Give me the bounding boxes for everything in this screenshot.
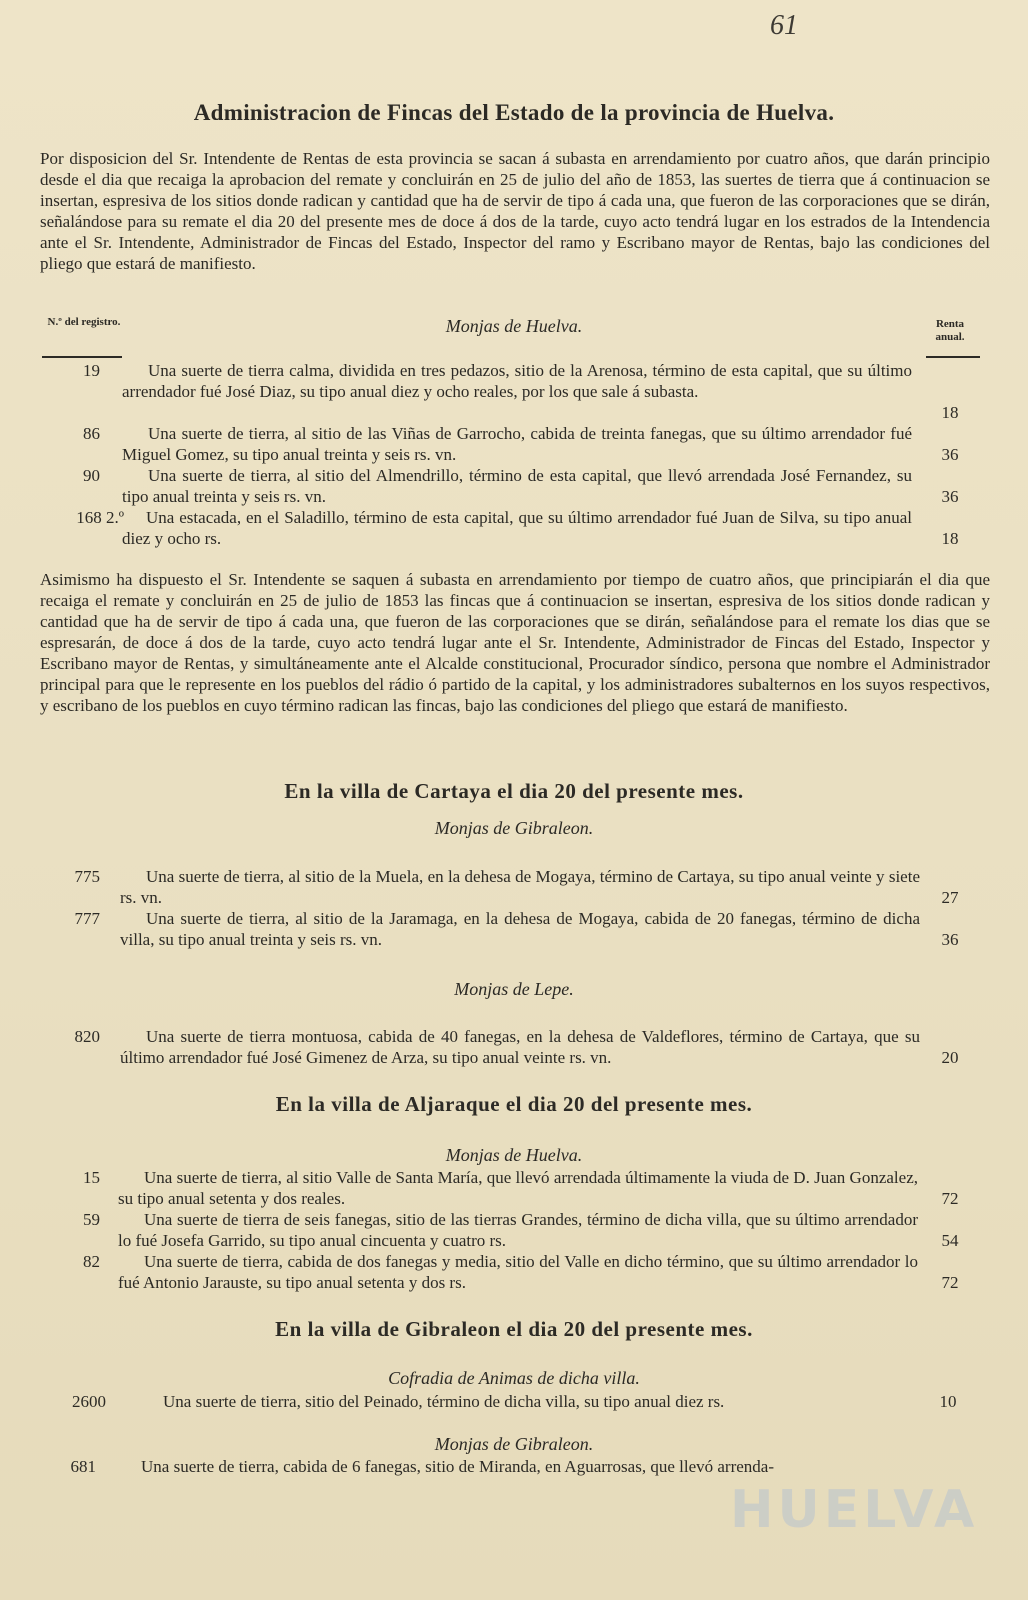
entry-text: Una suerte de tierra, sitio del Peinado, término de dicha villa, su tipo anual diez rs. <box>163 1392 725 1411</box>
entry-rent: 54 <box>941 1231 959 1250</box>
entry-number: 86 <box>83 424 100 443</box>
entry-text: Una suerte de tierra calma, dividida en tres pedazos, sitio de la Arenosa, término de esta capital, que su último arrendador fué José Diaz, su tipo anual diez y ocho reales, por los que sale á subasta. <box>122 361 912 401</box>
entry-number: 90 <box>83 466 100 485</box>
entry-rent: 72 <box>941 1273 959 1292</box>
subheading-cofradia-animas: Cofradia de Animas de dicha villa. <box>388 1368 640 1388</box>
entry-text: Una suerte de tierra de seis fanegas, sitio de las tierras Grandes, término de dicha villa, que su último arrendador lo fué Josefa Garrido, su tipo anual cincuenta y cuatro rs. <box>118 1210 918 1250</box>
entry-text: Una suerte de tierra montuosa, cabida de 40 fanegas, en la dehesa de Valdeflores, término de Cartaya, que su último arrendador fué José Gimenez de Arza, su tipo anual veinte rs. vn. <box>120 1027 920 1067</box>
entry-rent: 10 <box>939 1392 957 1411</box>
entry-rent: 36 <box>941 930 959 949</box>
page-title: Administracion de Fincas del Estado de la provincia de Huelva. <box>193 100 835 125</box>
entry-number: 59 <box>83 1210 100 1229</box>
section-title-cartaya: En la villa de Cartaya el dia 20 del presente mes. <box>284 779 744 803</box>
group-heading-monjas-huelva: Monjas de Huelva. <box>445 316 583 336</box>
entry-number: 19 <box>83 361 100 380</box>
subheading-monjas-gibraleon-2: Monjas de Gibraleon. <box>434 1434 594 1454</box>
entry-rent: 36 <box>941 445 959 464</box>
entry-rent: 20 <box>941 1048 959 1067</box>
entry-number: 681 <box>70 1457 96 1476</box>
entry-text: Una suerte de tierra, cabida de dos fanegas y media, sitio del Valle en dicho término, que su último arrendador lo fué Antonio Jarauste, su tipo anual setenta y dos rs. <box>118 1252 918 1292</box>
entry-number: 168 2.º <box>76 508 124 527</box>
subheading-monjas-huelva: Monjas de Huelva. <box>445 1145 583 1165</box>
subheading-monjas-gibraleon: Monjas de Gibraleon. <box>434 818 594 838</box>
second-paragraph: Asimismo ha dispuesto el Sr. Intendente se saquen á subasta en arrendamiento por tiempo de cuatro años, que principiarán el dia que recaiga el remate y concluirán en 25 de julio de 1853 las fincas que á continuacion se insertan, espresiva de los sitios donde radican y cantidad que ha de servir de tipo á cada una, que fueron de las corporaciones que se dirán, señalándose para el remate los dias que se espresarán, de doce á dos de la tarde, cuyo acto tendrá lugar ante el Sr. Intendente, Administrador de Fincas del Estado, Inspector y Escribano mayor de Rentas, y simultáneamente ante el Alcalde constitucional, Procurador síndico, persona que nombre el Administrador principal para que le represente en los pueblos del rádio ó partido de la capital, y los administradores subalternos en los suyos respectivos, y escribano de los pueblos en cuyo término radican las fincas, bajo las condiciones del pliego que estará de manifiesto. <box>40 570 990 715</box>
entry-rent: 18 <box>941 529 959 548</box>
subheading-monjas-lepe: Monjas de Lepe. <box>454 979 574 999</box>
column-rule-left <box>42 356 122 358</box>
entry-rent: 18 <box>941 403 959 422</box>
archive-watermark: HUELVA <box>730 1480 979 1540</box>
entry-number: 15 <box>83 1168 100 1187</box>
entry-text: Una estacada, en el Saladillo, término de esta capital, que su último arrendador fué Juan de Silva, su tipo anual diez y ocho rs. <box>122 508 912 548</box>
entry-rent: 36 <box>941 487 959 506</box>
entry-number: 820 <box>74 1027 100 1046</box>
section-title-aljaraque: En la villa de Aljaraque el dia 20 del presente mes. <box>275 1092 753 1116</box>
intro-paragraph: Por disposicion del Sr. Intendente de Rentas de esta provincia se sacan á subasta en arrendamiento por cuatro años, que darán principio desde el dia que recaiga la aprobacion del remate y concluirán en 25 de julio del año de 1853, las suertes de tierra que á continuacion se insertan, espresiva de los sitios donde radican y cantidad que ha de servir de tipo á cada una, que fueron de las corporaciones que se dirán, señalándose para su remate el dia 20 del presente mes de doce á dos de la tarde, cuyo acto tendrá lugar en los estrados de la Intendencia ante el Sr. Intendente, Administrador de Fincas del Estado, Inspector del ramo y Escribano mayor de Rentas, bajo las condiciones del pliego que estará de manifiesto. <box>40 149 990 273</box>
folio-number: 61 <box>770 10 798 41</box>
entry-text: Una suerte de tierra, al sitio de la Jaramaga, en la dehesa de Mogaya, cabida de 20 fanegas, término de dicha villa, su tipo anual treinta y seis rs. vn. <box>120 909 920 949</box>
entry-text: Una suerte de tierra, al sitio del Almendrillo, término de esta capital, que llevó arrendada José Fernandez, su tipo anual treinta y seis rs. vn. <box>122 466 912 506</box>
section-title-gibraleon: En la villa de Gibraleon el dia 20 del presente mes. <box>275 1317 753 1341</box>
entry-number: 775 <box>74 867 100 886</box>
entry-number: 82 <box>83 1252 100 1271</box>
entry-text: Una suerte de tierra, al sitio de las Viñas de Garrocho, cabida de treinta fanegas, que su último arrendador fué Miguel Gomez, su tipo anual treinta y seis rs. vn. <box>122 424 912 464</box>
entry-number: 2600 <box>72 1392 106 1411</box>
entry-number: 777 <box>74 909 100 928</box>
entry-text: Una suerte de tierra, al sitio Valle de Santa María, que llevó arrendada últimamente la viuda de D. Juan Gonzalez, su tipo anual setenta y dos reales. <box>118 1168 918 1208</box>
column-rule-right <box>926 356 980 358</box>
column-header-registro: N.º del registro. <box>47 316 121 328</box>
entry-rent: 27 <box>941 888 959 907</box>
entry-text: Una suerte de tierra, cabida de 6 fanegas, sitio de Miranda, en Aguarrosas, que llevó arrenda- <box>141 1457 774 1476</box>
column-header-renta: Renta anual. <box>935 318 965 343</box>
entry-rent: 72 <box>941 1189 959 1208</box>
entry-text: Una suerte de tierra, al sitio de la Muela, en la dehesa de Mogaya, término de Cartaya, su tipo anual veinte y siete rs. vn. <box>120 867 920 907</box>
